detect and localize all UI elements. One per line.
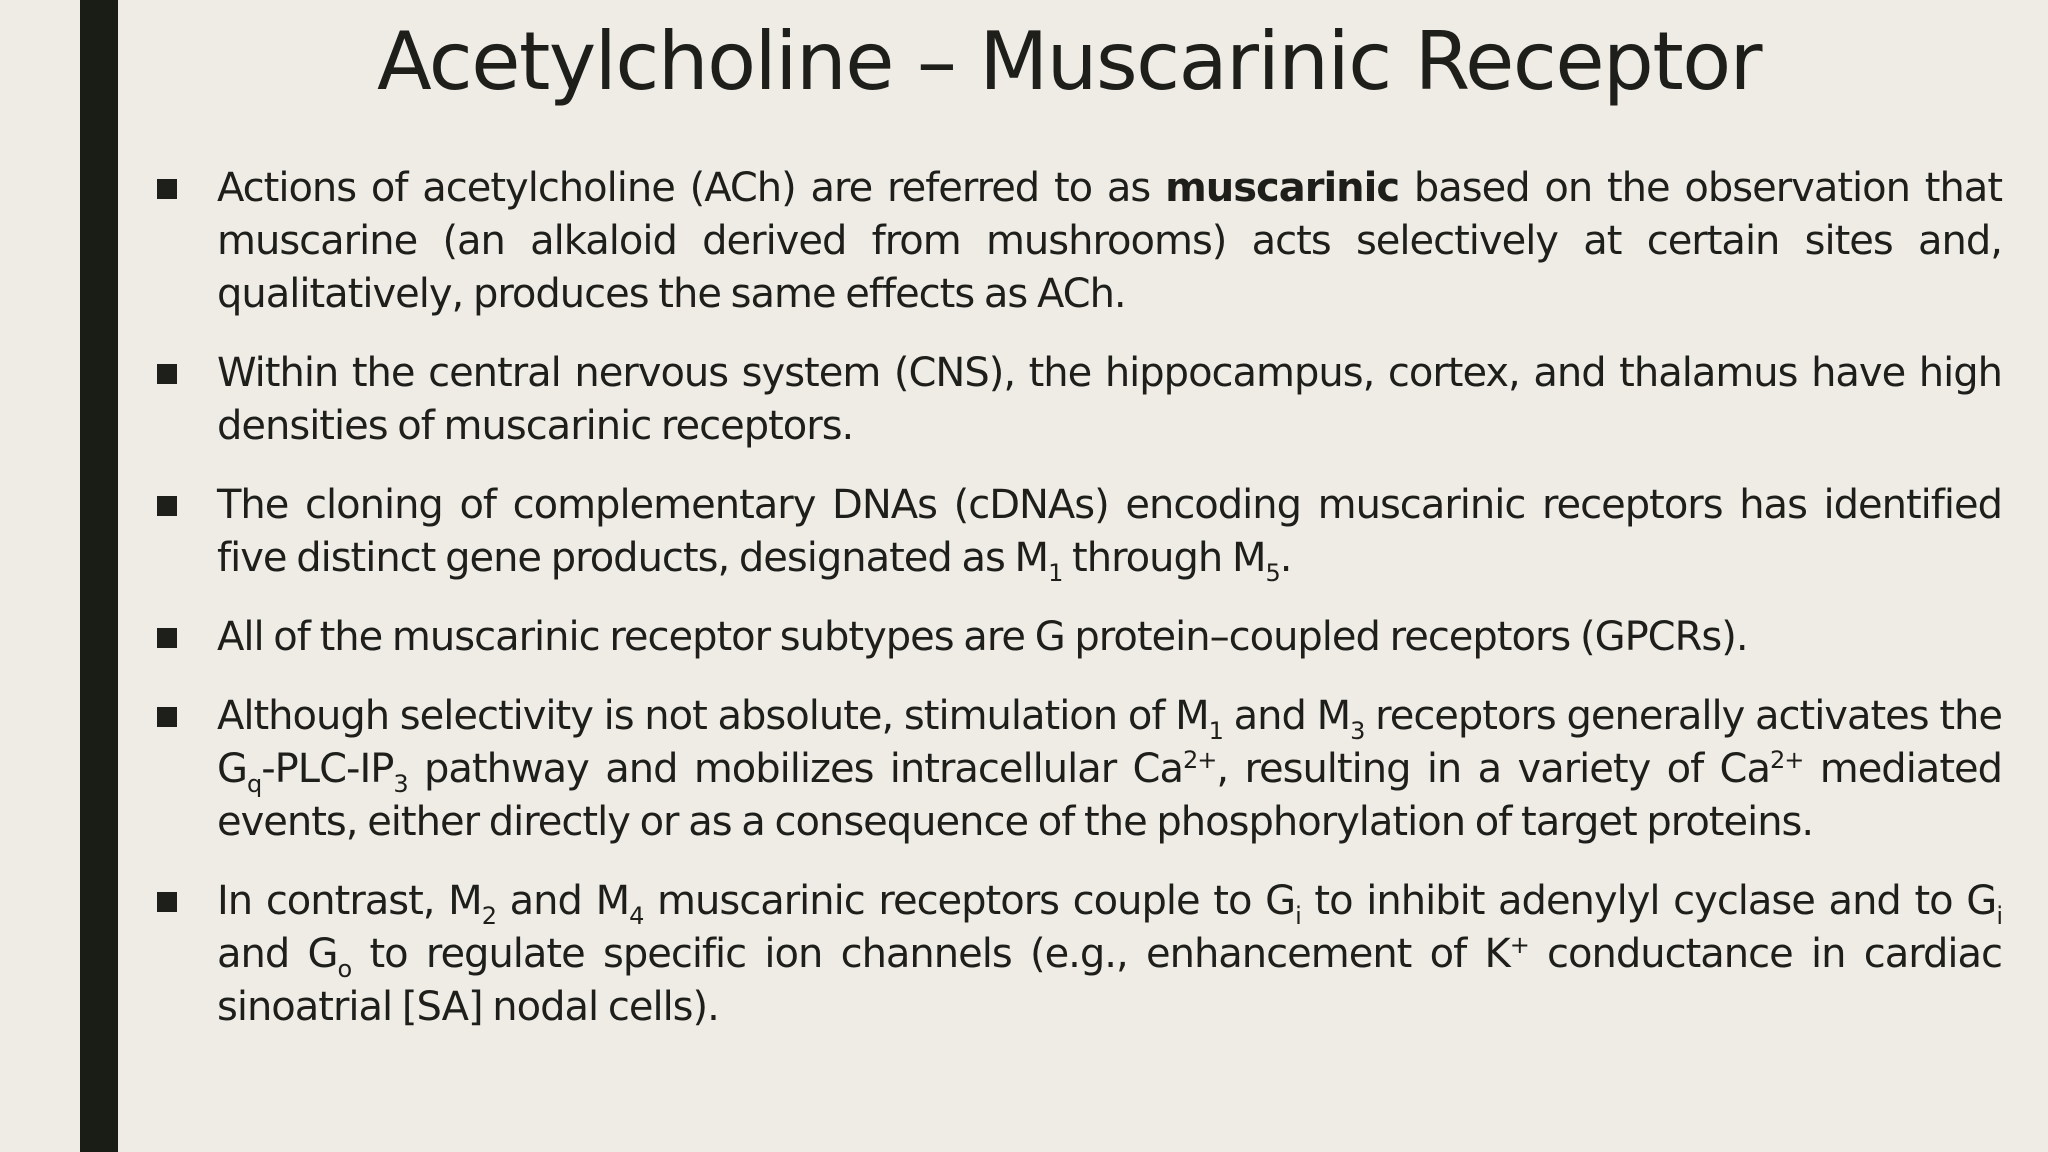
text-run: to inhibit adenylyl cyclase and to G: [1300, 878, 1997, 924]
text-run: All of the muscarinic receptor subtypes are G protein–coupled receptors (GPCRs).: [217, 614, 1748, 660]
text-run: based on the observation that muscarine (an alkaloid derived from mushrooms) acts selectively at certain sites and, qualitatively, produces the same effects as ACh.: [217, 165, 2003, 317]
text-run: .: [1279, 535, 1292, 581]
subscript: 3: [1350, 717, 1365, 745]
text-run: and G: [217, 931, 338, 977]
text-run: receptors generally activates the G: [217, 693, 2002, 792]
bullet-item: [150, 347, 2002, 453]
bullet-item: [150, 611, 2002, 664]
subscript: 1: [1208, 717, 1223, 745]
subscript: 4: [629, 902, 644, 930]
slide-title: Acetylcholine – Muscarinic Receptor: [376, 15, 1762, 108]
subscript: q: [247, 770, 262, 798]
text-run: , resulting in a variety of Ca: [1216, 746, 1770, 792]
bullet-text: [217, 690, 2002, 849]
bullet-text: [217, 479, 2002, 585]
subscript: 1: [1048, 559, 1063, 587]
text-run: muscarinic receptors couple to G: [643, 878, 1296, 924]
text-run: The cloning of complementary DNAs (cDNAs) encoding muscarinic receptors has identified five distinct gene products, designated as M: [217, 482, 2002, 581]
bullet-item: [150, 162, 2002, 321]
text-run: Actions of acetylcholine (ACh) are referred to as: [217, 165, 1166, 211]
bullet-item: [150, 690, 2002, 849]
bullet-list: [150, 162, 2002, 1060]
square-bullet-icon: [157, 892, 177, 912]
superscript: 2+: [1182, 746, 1217, 774]
superscript: +: [1509, 931, 1529, 959]
text-run: to regulate specific ion channels (e.g., enhancement of K: [351, 931, 1510, 977]
text-run: Within the central nervous system (CNS), the hippocampus, cortex, and thalamus have high densities of muscarinic receptors.: [217, 350, 2002, 449]
subscript: 5: [1265, 559, 1280, 587]
side-accent-bar: [80, 0, 118, 1152]
text-run: In contrast, M: [217, 878, 482, 924]
text-run: and M: [1222, 693, 1351, 739]
bullet-text: [217, 162, 2002, 321]
text-run: and M: [495, 878, 630, 924]
bullet-item: [150, 479, 2002, 585]
square-bullet-icon: [157, 364, 177, 384]
superscript: 2+: [1769, 746, 1804, 774]
text-run: conductance in cardiac sinoatrial [SA] nodal cells).: [217, 931, 2003, 1030]
square-bullet-icon: [157, 628, 177, 648]
text-run: mediated events, either directly or as a consequence of the phosphorylation of target proteins.: [217, 746, 2002, 845]
bullet-text: [217, 611, 2002, 664]
subscript: i: [1295, 902, 1301, 930]
square-bullet-icon: [157, 496, 177, 516]
bullet-text: [217, 875, 2002, 1034]
square-bullet-icon: [157, 707, 177, 727]
text-run: -PLC-IP: [261, 746, 394, 792]
bold-term: muscarinic: [1165, 165, 1400, 211]
subscript: 3: [393, 770, 408, 798]
subscript: 2: [481, 902, 496, 930]
text-run: Although selectivity is not absolute, stimulation of M: [217, 693, 1209, 739]
square-bullet-icon: [157, 179, 177, 199]
subscript: o: [337, 955, 352, 983]
subscript: i: [1996, 902, 2002, 930]
bullet-item: [150, 875, 2002, 1034]
text-run: pathway and mobilizes intracellular Ca: [407, 746, 1183, 792]
text-run: through M: [1062, 535, 1266, 581]
bullet-text: [217, 347, 2002, 453]
